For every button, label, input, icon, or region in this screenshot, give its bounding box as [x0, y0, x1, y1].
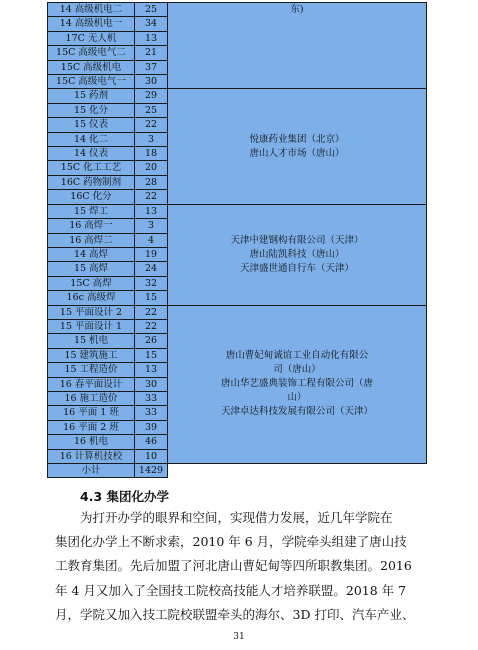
- employer-cell: [168, 89, 427, 204]
- class-name-cell: 16C 化分: [48, 190, 135, 204]
- class-name-cell: 16c 高级焊: [48, 291, 135, 305]
- table-row: [48, 305, 427, 319]
- employer-name: 悦康药业集团（北京）: [249, 133, 345, 145]
- student-count-cell: 25: [135, 103, 168, 117]
- class-name-cell: 17C 无人机: [48, 31, 135, 45]
- class-name-cell: 15 工程造价: [48, 363, 135, 377]
- employer-cell: [168, 3, 427, 89]
- class-name-cell: 15 平面设计 1: [48, 319, 135, 333]
- class-name-cell: 15C 高焊: [48, 276, 135, 290]
- student-count-cell: 32: [135, 276, 168, 290]
- class-name-cell: 14 化二: [48, 132, 135, 146]
- student-count-cell: 30: [135, 75, 168, 89]
- class-name-cell: 15 药剂: [48, 89, 135, 103]
- employer-name: 天津卓达科技发展有限公司（天津）: [220, 406, 373, 418]
- employment-table: [47, 2, 427, 478]
- student-count-cell: 29: [135, 89, 168, 103]
- total-empty-cell: [168, 464, 427, 478]
- class-name-cell: 16 高焊二: [48, 233, 135, 247]
- class-name-cell: 15 高焊: [48, 262, 135, 276]
- class-name-cell: 15C 高级电气二: [48, 46, 135, 60]
- student-count-cell: 28: [135, 175, 168, 189]
- class-name-cell: 16C 药物制剂: [48, 175, 135, 189]
- class-name-cell: 15 机电: [48, 334, 135, 348]
- student-count-cell: 10: [135, 449, 168, 463]
- student-count-cell: 4: [135, 233, 168, 247]
- total-label: 小计: [48, 464, 135, 478]
- class-name-cell: 15 焊工: [48, 204, 135, 218]
- employer-name: 唐山人才市场（唐山）: [249, 147, 345, 159]
- class-name-cell: 16 平面 1 班: [48, 406, 135, 420]
- student-count-cell: 15: [135, 291, 168, 305]
- student-count-cell: 34: [135, 17, 168, 31]
- student-count-cell: 20: [135, 161, 168, 175]
- class-name-cell: 16 机电: [48, 435, 135, 449]
- student-count-cell: 18: [135, 147, 168, 161]
- employer-name: 天津中建钢构有限公司（天津）: [230, 234, 364, 246]
- class-name-cell: 15 化分: [48, 103, 135, 117]
- class-name-cell: 15C 高级机电: [48, 60, 135, 74]
- employer-name: 唐山曹妃甸诚谊工业自动化有限公: [225, 350, 369, 362]
- paragraph-line: 工教育集团。先后加盟了河北唐山曹妃甸等四所职教集团。2016: [55, 558, 412, 574]
- student-count-cell: 22: [135, 118, 168, 132]
- class-name-cell: 15C 化工工艺: [48, 161, 135, 175]
- student-count-cell: 15: [135, 348, 168, 362]
- employer-cell: [168, 204, 427, 305]
- total-value: 1429: [135, 464, 168, 478]
- section-heading: 4.3 集团化办学: [80, 489, 169, 504]
- total-row: [48, 464, 427, 478]
- student-count-cell: 3: [135, 132, 168, 146]
- employer-name: 天津盛世通自行车（天津）: [239, 262, 354, 274]
- paragraph-line: 为打开办学的眼界和空间，实现借力发展，近几年学院在: [80, 510, 393, 525]
- student-count-cell: 3: [135, 219, 168, 233]
- paragraph-line: 集团化办学上不断求索，2010 年 6 月，学院牵头组建了唐山技: [55, 534, 407, 550]
- employer-name: 司（唐山）: [273, 364, 321, 376]
- class-name-cell: 16 施工造价: [48, 391, 135, 405]
- student-count-cell: 39: [135, 420, 168, 434]
- student-count-cell: 24: [135, 262, 168, 276]
- employer-cell: [168, 305, 427, 463]
- body-paragraph: [55, 506, 433, 627]
- class-name-cell: 16 平面 2 班: [48, 420, 135, 434]
- student-count-cell: 26: [135, 334, 168, 348]
- class-name-cell: 15 建筑施工: [48, 348, 135, 362]
- page-number: 31: [233, 632, 245, 642]
- student-count-cell: 22: [135, 319, 168, 333]
- class-name-cell: 14 仪表: [48, 147, 135, 161]
- student-count-cell: 33: [135, 391, 168, 405]
- student-count-cell: 25: [135, 3, 168, 17]
- student-count-cell: 13: [135, 31, 168, 45]
- class-name-cell: 14 高级机电二: [48, 3, 135, 17]
- employer-name: 唐山陆凯科技（唐山）: [249, 248, 345, 260]
- table-row: [48, 204, 427, 218]
- table-row: [48, 3, 427, 17]
- class-name-cell: 15C 高级电气一: [48, 75, 135, 89]
- student-count-cell: 22: [135, 305, 168, 319]
- class-name-cell: 16 春平面设计: [48, 377, 135, 391]
- class-name-cell: 16 高焊一: [48, 219, 135, 233]
- student-count-cell: 46: [135, 435, 168, 449]
- student-count-cell: 37: [135, 60, 168, 74]
- student-count-cell: 22: [135, 190, 168, 204]
- student-count-cell: 13: [135, 204, 168, 218]
- student-count-cell: 19: [135, 247, 168, 261]
- student-count-cell: 33: [135, 406, 168, 420]
- class-name-cell: 15 平面设计 2: [48, 305, 135, 319]
- employer-name: 山）: [287, 392, 307, 404]
- paragraph-line: 月，学院又加入技工院校联盟牵头的海尔、3D 打印、汽车产业、: [55, 606, 415, 622]
- class-name-cell: 15 仪表: [48, 118, 135, 132]
- student-count-cell: 21: [135, 46, 168, 60]
- paragraph-line: 年 4 月又加入了全国技工院校高技能人才培养联盟。2018 年 7: [55, 582, 407, 598]
- class-name-cell: 14 高焊: [48, 247, 135, 261]
- class-name-cell: 16 计算机技校: [48, 449, 135, 463]
- table-row: [48, 89, 427, 103]
- student-count-cell: 30: [135, 377, 168, 391]
- student-count-cell: 13: [135, 363, 168, 377]
- employer-name: 东): [290, 4, 304, 15]
- employer-name: 唐山华艺盛典装饰工程有限公司（唐: [220, 378, 373, 390]
- class-name-cell: 14 高级机电一: [48, 17, 135, 31]
